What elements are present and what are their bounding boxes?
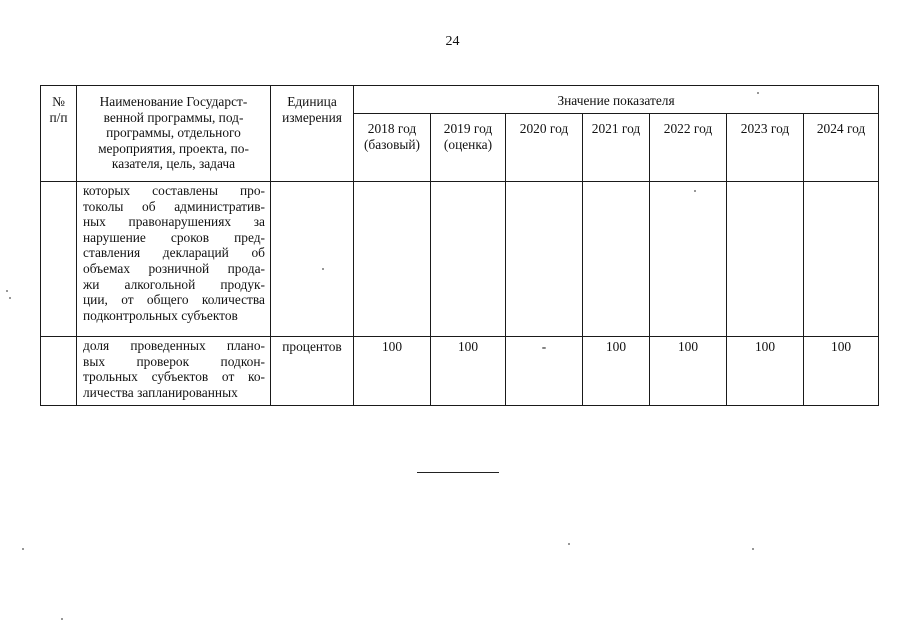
header-name-line: венной программы, под-	[103, 109, 244, 125]
value-cell-2020	[506, 182, 583, 337]
value-cell-2022: 100	[650, 337, 727, 406]
row-unit-cell	[271, 182, 354, 337]
header-year-line: 2018 год	[367, 121, 417, 136]
row-name-line: нарушение сроков пред-	[83, 229, 265, 245]
scan-speck	[61, 618, 63, 620]
scan-speck	[9, 297, 11, 299]
header-year-line: (оценка)	[443, 136, 493, 152]
row-name-line: вых проверок подкон-	[83, 353, 265, 369]
value-cell-2024	[804, 182, 879, 337]
scan-speck	[22, 548, 24, 550]
scan-speck	[752, 548, 754, 550]
header-year-2023: 2023 год	[727, 114, 804, 182]
header-num-line: п/п	[49, 109, 68, 125]
value-cell-2019	[431, 182, 506, 337]
row-num-cell	[41, 182, 77, 337]
value-cell-2018	[354, 182, 431, 337]
row-name-cell	[77, 182, 271, 337]
value-cell-2024: 100	[804, 337, 879, 406]
header-unit-line: измерения	[282, 109, 342, 125]
scan-speck	[568, 543, 570, 545]
value-cell-2021	[583, 182, 650, 337]
header-name-line: казателя, цель, задача	[111, 156, 236, 172]
scan-speck	[322, 268, 324, 270]
value-cell-2023: 100	[727, 337, 804, 406]
header-name-line: Наименование Государст-	[99, 94, 248, 109]
header-name-line: мероприятия, проекта, по-	[98, 140, 249, 156]
table-row	[41, 337, 879, 406]
end-rule	[417, 472, 499, 473]
value-cell-2022	[650, 182, 727, 337]
row-name-cell	[77, 337, 271, 406]
value-cell-2020: -	[506, 337, 583, 406]
table-header-row	[41, 86, 879, 114]
row-name-line: подконтрольных субъектов	[83, 307, 238, 323]
row-name-line: доля проведенных плано-	[83, 338, 265, 353]
scan-speck	[6, 290, 8, 292]
indicators-table	[40, 85, 879, 406]
row-name-line: объемах розничной прода-	[83, 260, 265, 276]
header-year-2018	[354, 114, 431, 182]
row-name-line: трольных субъектов от ко-	[83, 369, 265, 385]
header-year-2020: 2020 год	[506, 114, 583, 182]
header-year-2021: 2021 год	[583, 114, 650, 182]
row-name-line: ных правонарушениях за	[83, 214, 265, 230]
row-num-cell	[41, 337, 77, 406]
value-cell-2021: 100	[583, 337, 650, 406]
header-year-2022: 2022 год	[650, 114, 727, 182]
row-name-line: которых составлены про-	[83, 183, 265, 198]
header-year-line: (базовый)	[363, 136, 421, 152]
value-cell-2023	[727, 182, 804, 337]
page-number: 24	[445, 34, 460, 49]
header-unit-line: Единица	[287, 94, 337, 109]
header-year-2024: 2024 год	[804, 114, 879, 182]
row-name-line: личества запланированных	[83, 384, 238, 400]
scan-speck	[757, 92, 759, 94]
row-name-line: жи алкогольной продук-	[83, 276, 265, 292]
scan-speck	[694, 190, 696, 192]
header-unit	[271, 86, 354, 182]
header-year-line: 2019 год	[443, 121, 493, 136]
header-year-2019	[431, 114, 506, 182]
row-unit-cell: процентов	[271, 337, 354, 406]
header-name-line: программы, отдельного	[106, 125, 241, 141]
row-name-line: токолы об административ-	[83, 198, 265, 214]
header-num	[41, 86, 77, 182]
value-cell-2019: 100	[431, 337, 506, 406]
header-num-line: №	[52, 94, 65, 109]
row-name-line: ставления деклараций об	[83, 245, 265, 261]
value-cell-2018: 100	[354, 337, 431, 406]
header-value-group: Значение показателя	[354, 86, 879, 114]
row-name-line: ции, от общего количества	[83, 292, 265, 308]
table-row	[41, 182, 879, 337]
header-name	[77, 86, 271, 182]
